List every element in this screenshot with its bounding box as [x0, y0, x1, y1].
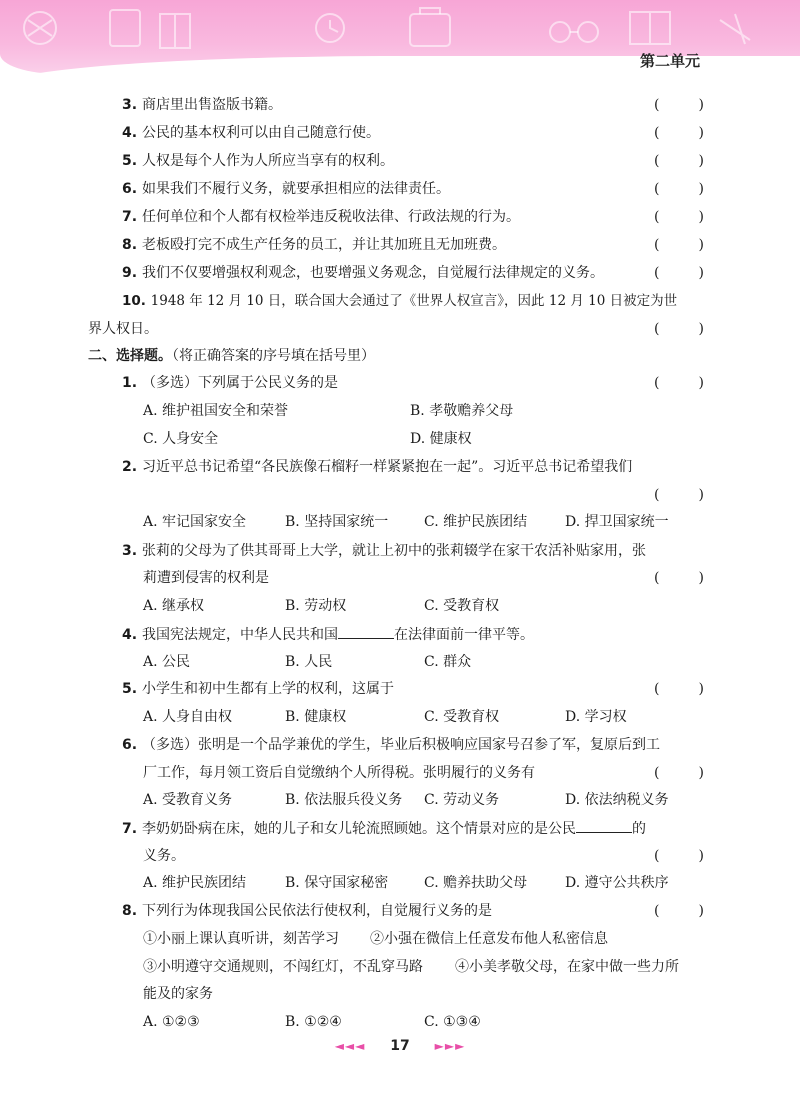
answer-paren[interactable]: ( ): [654, 848, 704, 864]
option-c[interactable]: C. 受教育权: [424, 598, 500, 614]
option-c[interactable]: C. 赡养扶助父母: [424, 875, 528, 891]
option-b[interactable]: B. 坚持国家统一: [285, 514, 389, 530]
question-continuation: 义务。: [143, 848, 185, 864]
statement-4: ④小美孝敬父母，在家中做一些力所: [455, 959, 679, 975]
question: 1. （多选）下列属于公民义务的是: [122, 375, 338, 391]
answer-paren[interactable]: ( ): [654, 209, 704, 225]
judge-item: 10. 1948 年 12 月 10 日，联合国大会通过了《世界人权宣言》，因此 12 月 10 日被定为世: [122, 293, 678, 309]
answer-paren[interactable]: ( ): [654, 903, 704, 919]
question: 6. （多选）张明是一个品学兼优的学生，毕业后积极响应国家号召参了军，复原后到工: [122, 737, 660, 753]
question: 2. 习近平总书记希望“各民族像石榴籽一样紧紧抱在一起”。习近平总书记希望我们: [122, 459, 633, 475]
option-a[interactable]: A. 牢记国家安全: [143, 514, 247, 530]
option-c[interactable]: C. 劳动义务: [424, 792, 500, 808]
option-c[interactable]: C. 人身安全: [143, 431, 219, 447]
option-d[interactable]: D. 依法纳税义务: [565, 792, 669, 808]
option-a[interactable]: A. 维护祖国安全和荣誉: [143, 403, 289, 419]
answer-paren[interactable]: ( ): [654, 570, 704, 586]
option-c[interactable]: C. 维护民族团结: [424, 514, 528, 530]
option-a[interactable]: A. 继承权: [143, 598, 205, 614]
judge-item: 9. 我们不仅要增强权利观念，也要增强义务观念，自觉履行法律规定的义务。: [122, 265, 604, 281]
option-d[interactable]: D. 遵守公共秩序: [565, 875, 669, 891]
option-b[interactable]: B. 孝敬赡养父母: [410, 403, 514, 419]
judge-item-continuation: 界人权日。: [88, 321, 158, 337]
judge-item: 8. 老板殴打完不成生产任务的员工，并让其加班且无加班费。: [122, 237, 506, 253]
answer-paren[interactable]: ( ): [654, 237, 704, 253]
section-heading: 二、选择题。（将正确答案的序号填在括号里）: [88, 348, 375, 364]
option-c[interactable]: C. 群众: [424, 654, 472, 670]
answer-paren[interactable]: ( ): [654, 375, 704, 391]
fill-blank[interactable]: [576, 818, 632, 833]
option-a[interactable]: A. 受教育义务: [143, 792, 233, 808]
prev-arrows-icon: ◄◄◄: [334, 1039, 366, 1053]
question-continuation: 厂工作，每月领工资后自觉缴纳个人所得税。张明履行的义务有: [143, 765, 535, 781]
option-b[interactable]: B. ①②④: [285, 1014, 342, 1030]
judge-item: 4. 公民的基本权利可以由自己随意行使。: [122, 125, 380, 141]
option-a[interactable]: A. 人身自由权: [143, 709, 233, 725]
answer-paren[interactable]: ( ): [654, 125, 704, 141]
option-a[interactable]: A. ①②③: [143, 1014, 200, 1030]
judge-item: 6. 如果我们不履行义务，就要承担相应的法律责任。: [122, 181, 450, 197]
question: 5. 小学生和初中生都有上学的权利，这属于: [122, 681, 394, 697]
answer-paren[interactable]: ( ): [654, 765, 704, 781]
judge-item: 5. 人权是每个人作为人所应当享有的权利。: [122, 153, 394, 169]
option-b[interactable]: B. 劳动权: [285, 598, 347, 614]
option-a[interactable]: A. 公民: [143, 654, 191, 670]
statement-1: ①小丽上课认真听讲，刻苦学习: [143, 931, 339, 947]
answer-paren[interactable]: ( ): [654, 321, 704, 337]
page-footer: [0, 1038, 800, 1054]
question: 8. 下列行为体现我国公民依法行使权利，自觉履行义务的是: [122, 903, 492, 919]
answer-paren[interactable]: ( ): [654, 153, 704, 169]
option-a[interactable]: A. 维护民族团结: [143, 875, 247, 891]
question-continuation: 莉遭到侵害的权利是: [143, 570, 269, 586]
option-b[interactable]: B. 保守国家秘密: [285, 875, 389, 891]
option-c[interactable]: C. ①③④: [424, 1014, 481, 1030]
option-d[interactable]: D. 捍卫国家统一: [565, 514, 669, 530]
answer-paren[interactable]: ( ): [654, 265, 704, 281]
question: 4. 我国宪法规定，中华人民共和国 在法律面前一律平等。: [122, 624, 534, 645]
statement-4-continuation: 能及的家务: [143, 986, 213, 1002]
option-b[interactable]: B. 依法服兵役义务: [285, 792, 403, 808]
unit-title: 第二单元: [639, 52, 700, 70]
answer-paren[interactable]: ( ): [654, 681, 704, 697]
option-b[interactable]: B. 人民: [285, 654, 333, 670]
option-b[interactable]: B. 健康权: [285, 709, 347, 725]
page-number: 17: [390, 1038, 410, 1054]
statement-2: ②小强在微信上任意发布他人私密信息: [370, 931, 608, 947]
answer-paren[interactable]: ( ): [654, 181, 704, 197]
judge-item: 7. 任何单位和个人都有权检举违反税收法律、行政法规的行为。: [122, 209, 520, 225]
judge-item: 3. 商店里出售盗版书籍。: [122, 97, 282, 113]
option-d[interactable]: D. 健康权: [410, 431, 472, 447]
answer-paren[interactable]: ( ): [654, 487, 704, 503]
next-arrows-icon: ►►►: [434, 1039, 466, 1053]
option-c[interactable]: C. 受教育权: [424, 709, 500, 725]
question: 7. 李奶奶卧病在床，她的儿子和女儿轮流照顾她。这个情景对应的是公民 的: [122, 818, 646, 839]
question: 3. 张莉的父母为了供其哥哥上大学，就让上初中的张莉辍学在家干农活补贴家用，张: [122, 543, 646, 559]
fill-blank[interactable]: [338, 624, 394, 639]
option-d[interactable]: D. 学习权: [565, 709, 627, 725]
answer-paren[interactable]: ( ): [654, 97, 704, 113]
statement-3: ③小明遵守交通规则，不闯红灯，不乱穿马路: [143, 959, 423, 975]
